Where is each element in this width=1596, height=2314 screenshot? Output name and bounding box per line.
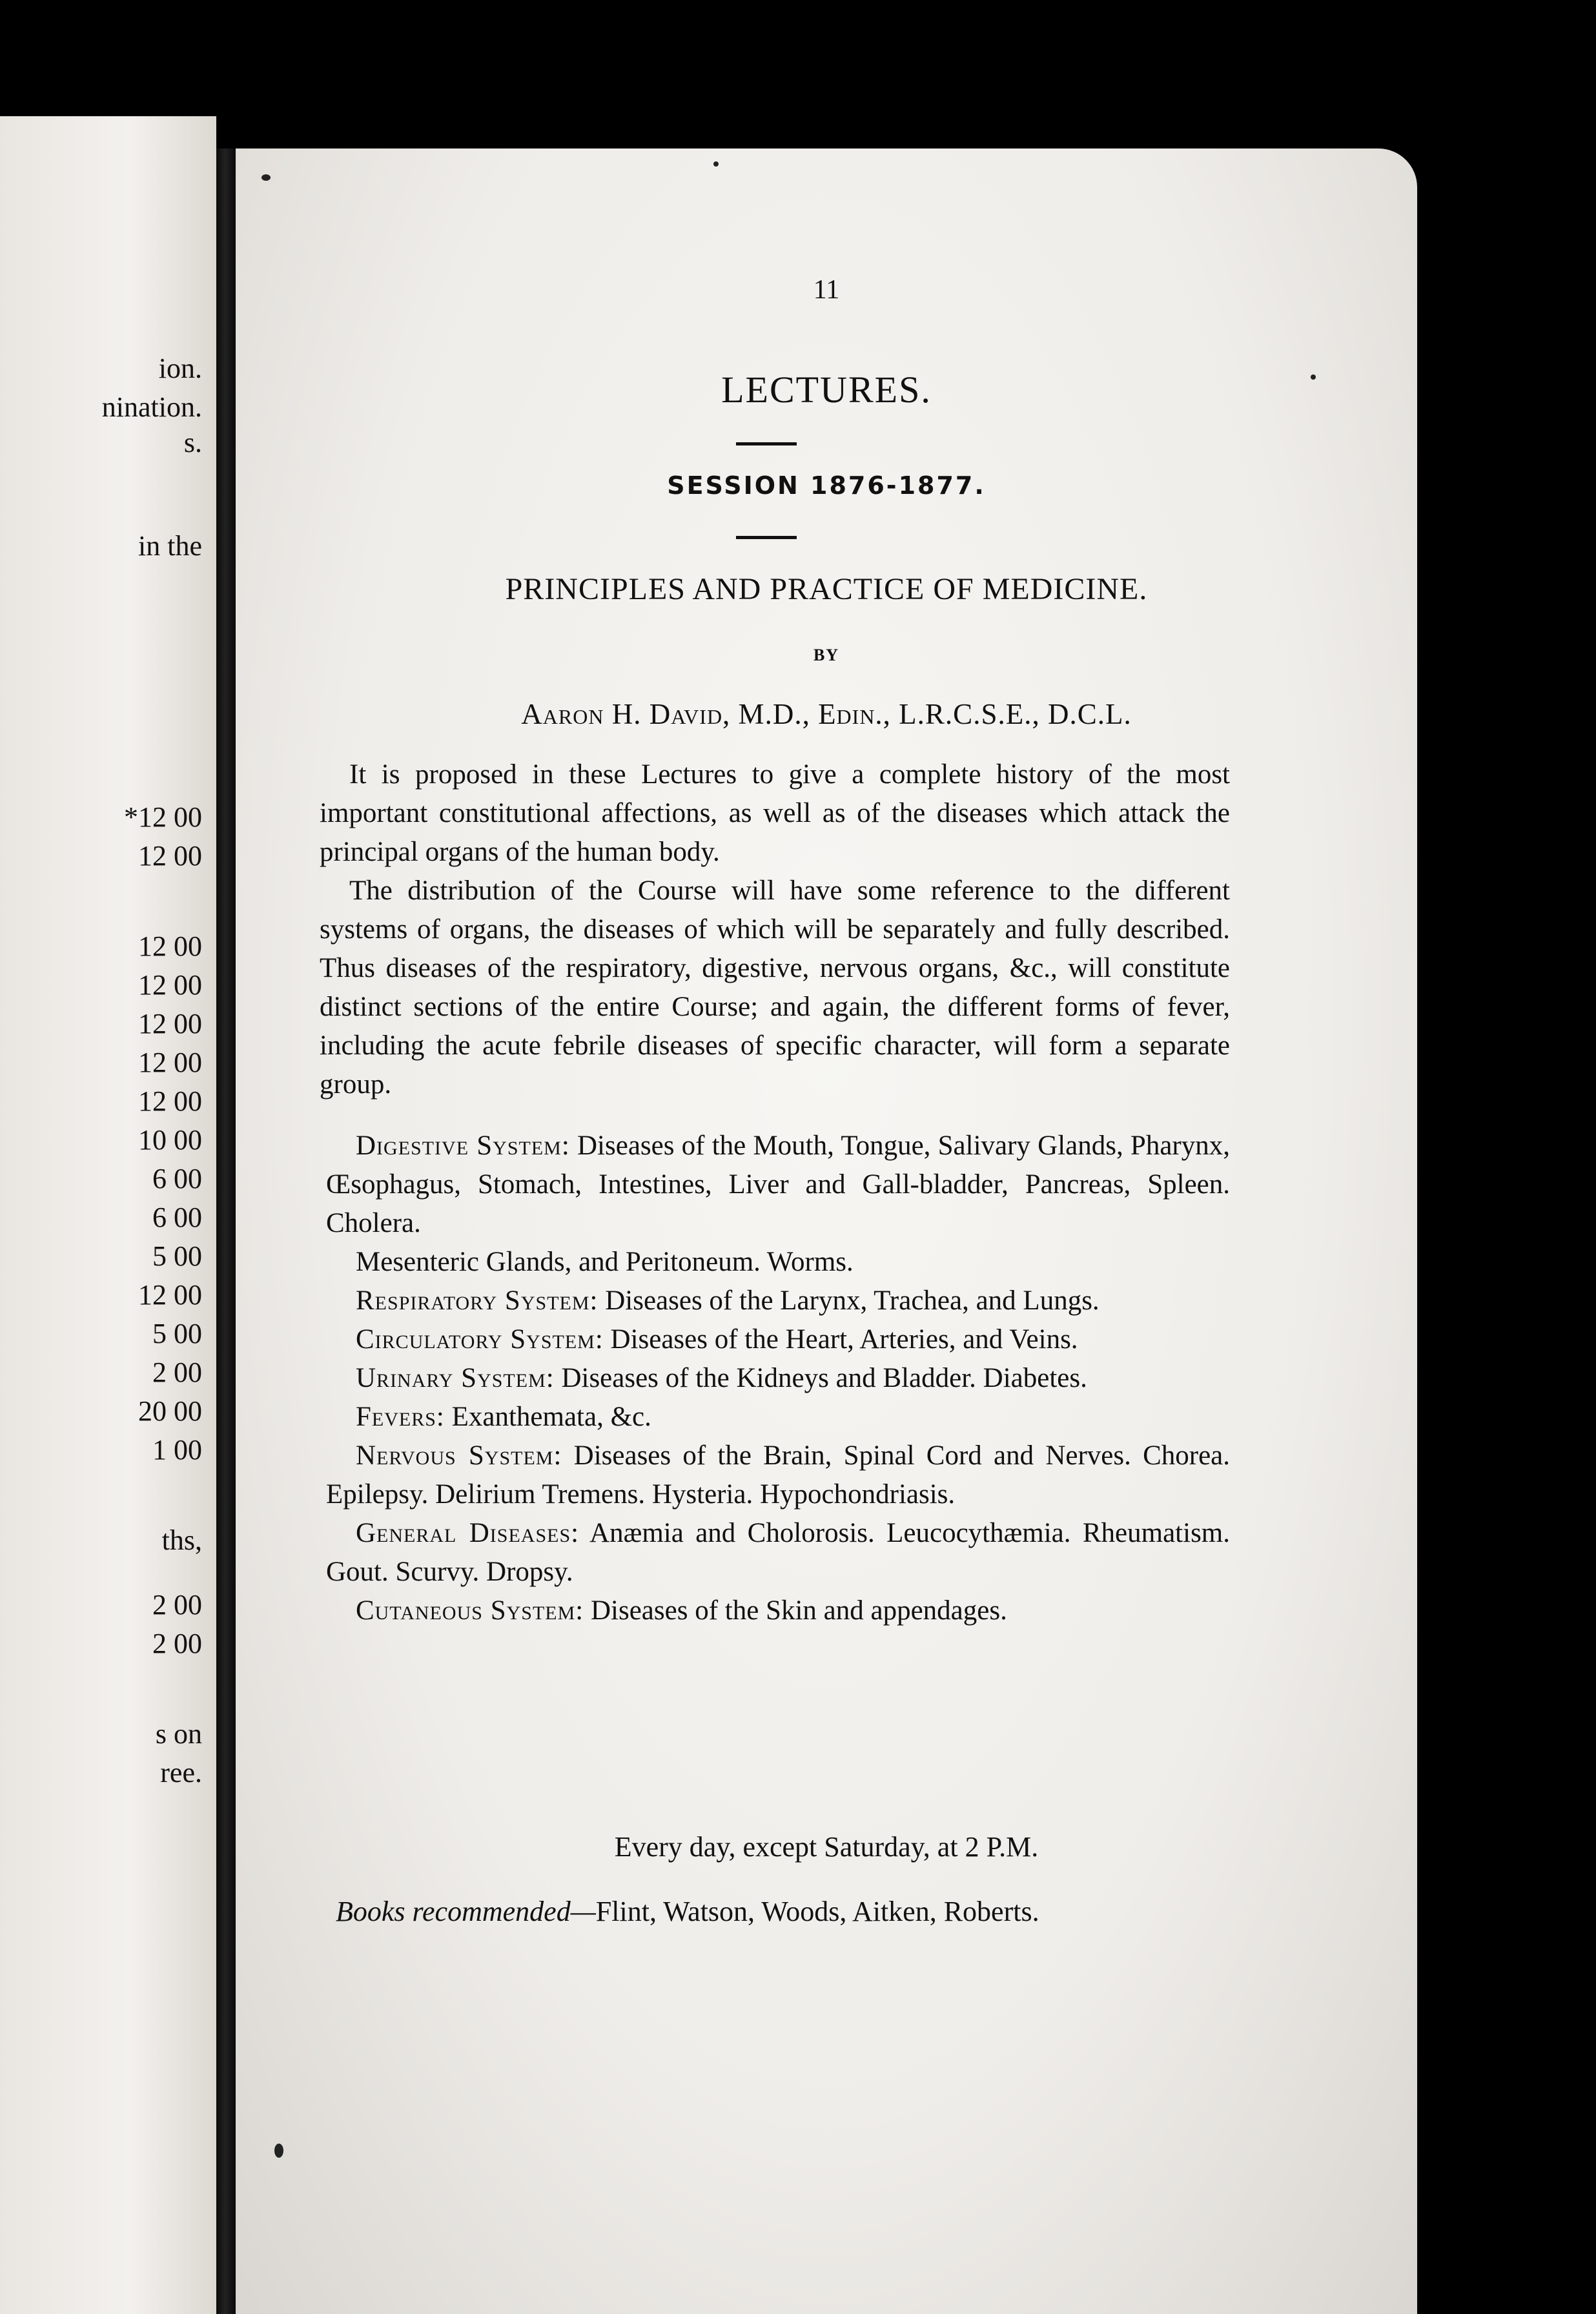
previous-page-fragment: 6 00 <box>152 1202 202 1233</box>
previous-page-fragment: 20 00 <box>138 1395 202 1427</box>
previous-page-fragment: 12 00 <box>138 840 202 872</box>
system-text: Mesenteric Glands, and Peritoneum. Worms. <box>356 1247 854 1277</box>
previous-page-fragment: ths, <box>161 1524 202 1556</box>
scan-speck <box>261 174 271 181</box>
books-label: Books recommended— <box>336 1896 596 1927</box>
system-entry <box>326 1398 1230 1437</box>
scan-speck <box>713 161 719 167</box>
title-rule <box>736 442 797 445</box>
system-name: Respiratory System: <box>356 1285 598 1316</box>
previous-page-fragment: 12 00 <box>138 1008 202 1039</box>
previous-page-fragment: 2 00 <box>152 1589 202 1621</box>
previous-page-fragment: 12 00 <box>138 1047 202 1078</box>
system-text: Diseases of the Mouth, Tongue, Salivary Glands, Pharynx, Œsophagus, Stomach, Intestines, Liver and Gall-bladder, Pancreas, Spleen. Cholera. <box>326 1131 1231 1238</box>
intro-paragraph: The distribution of the Course will have some reference to the different systems of organs, the diseases of which will be separately and fully described. Thus diseases of the respiratory, digestive, nervous organs, &c., will constitute distinct sections of the entire Course; and again, the different forms of fever, including the acute febrile diseases of specific character, will form a separate group. <box>320 875 1230 1100</box>
system-name: Urinary System: <box>356 1363 555 1393</box>
session-heading: SESSION 1876-1877. <box>667 471 986 500</box>
system-entry <box>326 1514 1230 1592</box>
previous-page-fragment: ion. <box>158 353 202 384</box>
system-text: Diseases of the Kidneys and Bladder. Diabetes. <box>554 1363 1087 1393</box>
previous-page-fragment: *12 00 <box>124 801 202 833</box>
system-text: Diseases of the Larynx, Trachea, and Lungs. <box>598 1285 1100 1316</box>
previous-page-fragment: 2 00 <box>152 1357 202 1388</box>
course-subject: PRINCIPLES AND PRACTICE OF MEDICINE. <box>505 572 1148 606</box>
system-name: Circulatory System: <box>356 1324 604 1355</box>
previous-page-fragment: 12 00 <box>138 1085 202 1117</box>
system-name: General Diseases: <box>356 1518 580 1548</box>
system-entry <box>326 1127 1230 1243</box>
previous-page-fragment: 6 00 <box>152 1163 202 1194</box>
previous-page-fragment: 12 00 <box>138 930 202 962</box>
book-gutter <box>216 148 236 2314</box>
book-page <box>236 148 1417 2314</box>
previous-page-fragment: 12 00 <box>138 969 202 1001</box>
system-text: Diseases of the Brain, Spinal Cord and Nerves. Chorea. Epilepsy. Delirium Tremens. Hysteria. Hypochondriasis. <box>326 1440 1230 1510</box>
system-name: Fevers: <box>356 1402 445 1432</box>
by-label: BY <box>813 646 840 664</box>
system-text: Diseases of the Heart, Arteries, and Veins. <box>603 1324 1078 1355</box>
previous-page-edge <box>0 116 216 2314</box>
previous-page-fragment: 5 00 <box>152 1318 202 1349</box>
system-entry <box>326 1243 1230 1282</box>
systems-list <box>326 1127 1230 1630</box>
previous-page-fragment: 2 00 <box>152 1628 202 1659</box>
scan-speck <box>274 2144 283 2158</box>
previous-page-fragment: 1 00 <box>152 1434 202 1466</box>
previous-page-fragment: in the <box>138 530 202 562</box>
previous-page-fragment: 5 00 <box>152 1240 202 1272</box>
system-entry <box>326 1359 1230 1398</box>
system-name: Digestive System: <box>356 1131 570 1161</box>
recommended-books <box>336 1895 1039 1928</box>
system-text: Diseases of the Skin and appendages. <box>584 1595 1007 1626</box>
intro-text <box>320 755 1230 1104</box>
system-entry <box>326 1592 1230 1630</box>
session-rule <box>736 536 797 539</box>
page-title: LECTURES. <box>721 369 932 411</box>
lecturer-name: Aaron H. David, M.D., Edin., L.R.C.S.E., D.C.L. <box>521 698 1132 730</box>
intro-paragraph: It is proposed in these Lectures to give a complete history of the most important constitutional affections, as well as of the diseases which attack the principal organs of the human body. <box>320 759 1230 867</box>
scan-speck <box>1311 374 1316 380</box>
system-entry <box>326 1437 1230 1514</box>
page-number: 11 <box>813 275 840 305</box>
previous-page-fragment: 12 00 <box>138 1279 202 1311</box>
previous-page-fragment: ree. <box>160 1757 202 1788</box>
system-entry <box>326 1320 1230 1359</box>
system-entry <box>326 1282 1230 1320</box>
previous-page-fragment: s on <box>155 1718 202 1750</box>
system-name: Nervous System: <box>356 1440 562 1471</box>
system-text: Anæmia and Cholorosis. Leucocythæmia. Rheumatism. Gout. Scurvy. Dropsy. <box>326 1518 1230 1587</box>
lecture-schedule: Every day, except Saturday, at 2 P.M. <box>614 1831 1039 1863</box>
system-text: Exanthemata, &c. <box>444 1402 651 1432</box>
system-name: Cutaneous System: <box>356 1595 584 1626</box>
previous-page-fragment: s. <box>183 427 202 458</box>
previous-page-fragment: nination. <box>101 391 202 423</box>
books-list: Flint, Watson, Woods, Aitken, Roberts. <box>595 1896 1039 1927</box>
previous-page-fragment: 10 00 <box>138 1124 202 1156</box>
